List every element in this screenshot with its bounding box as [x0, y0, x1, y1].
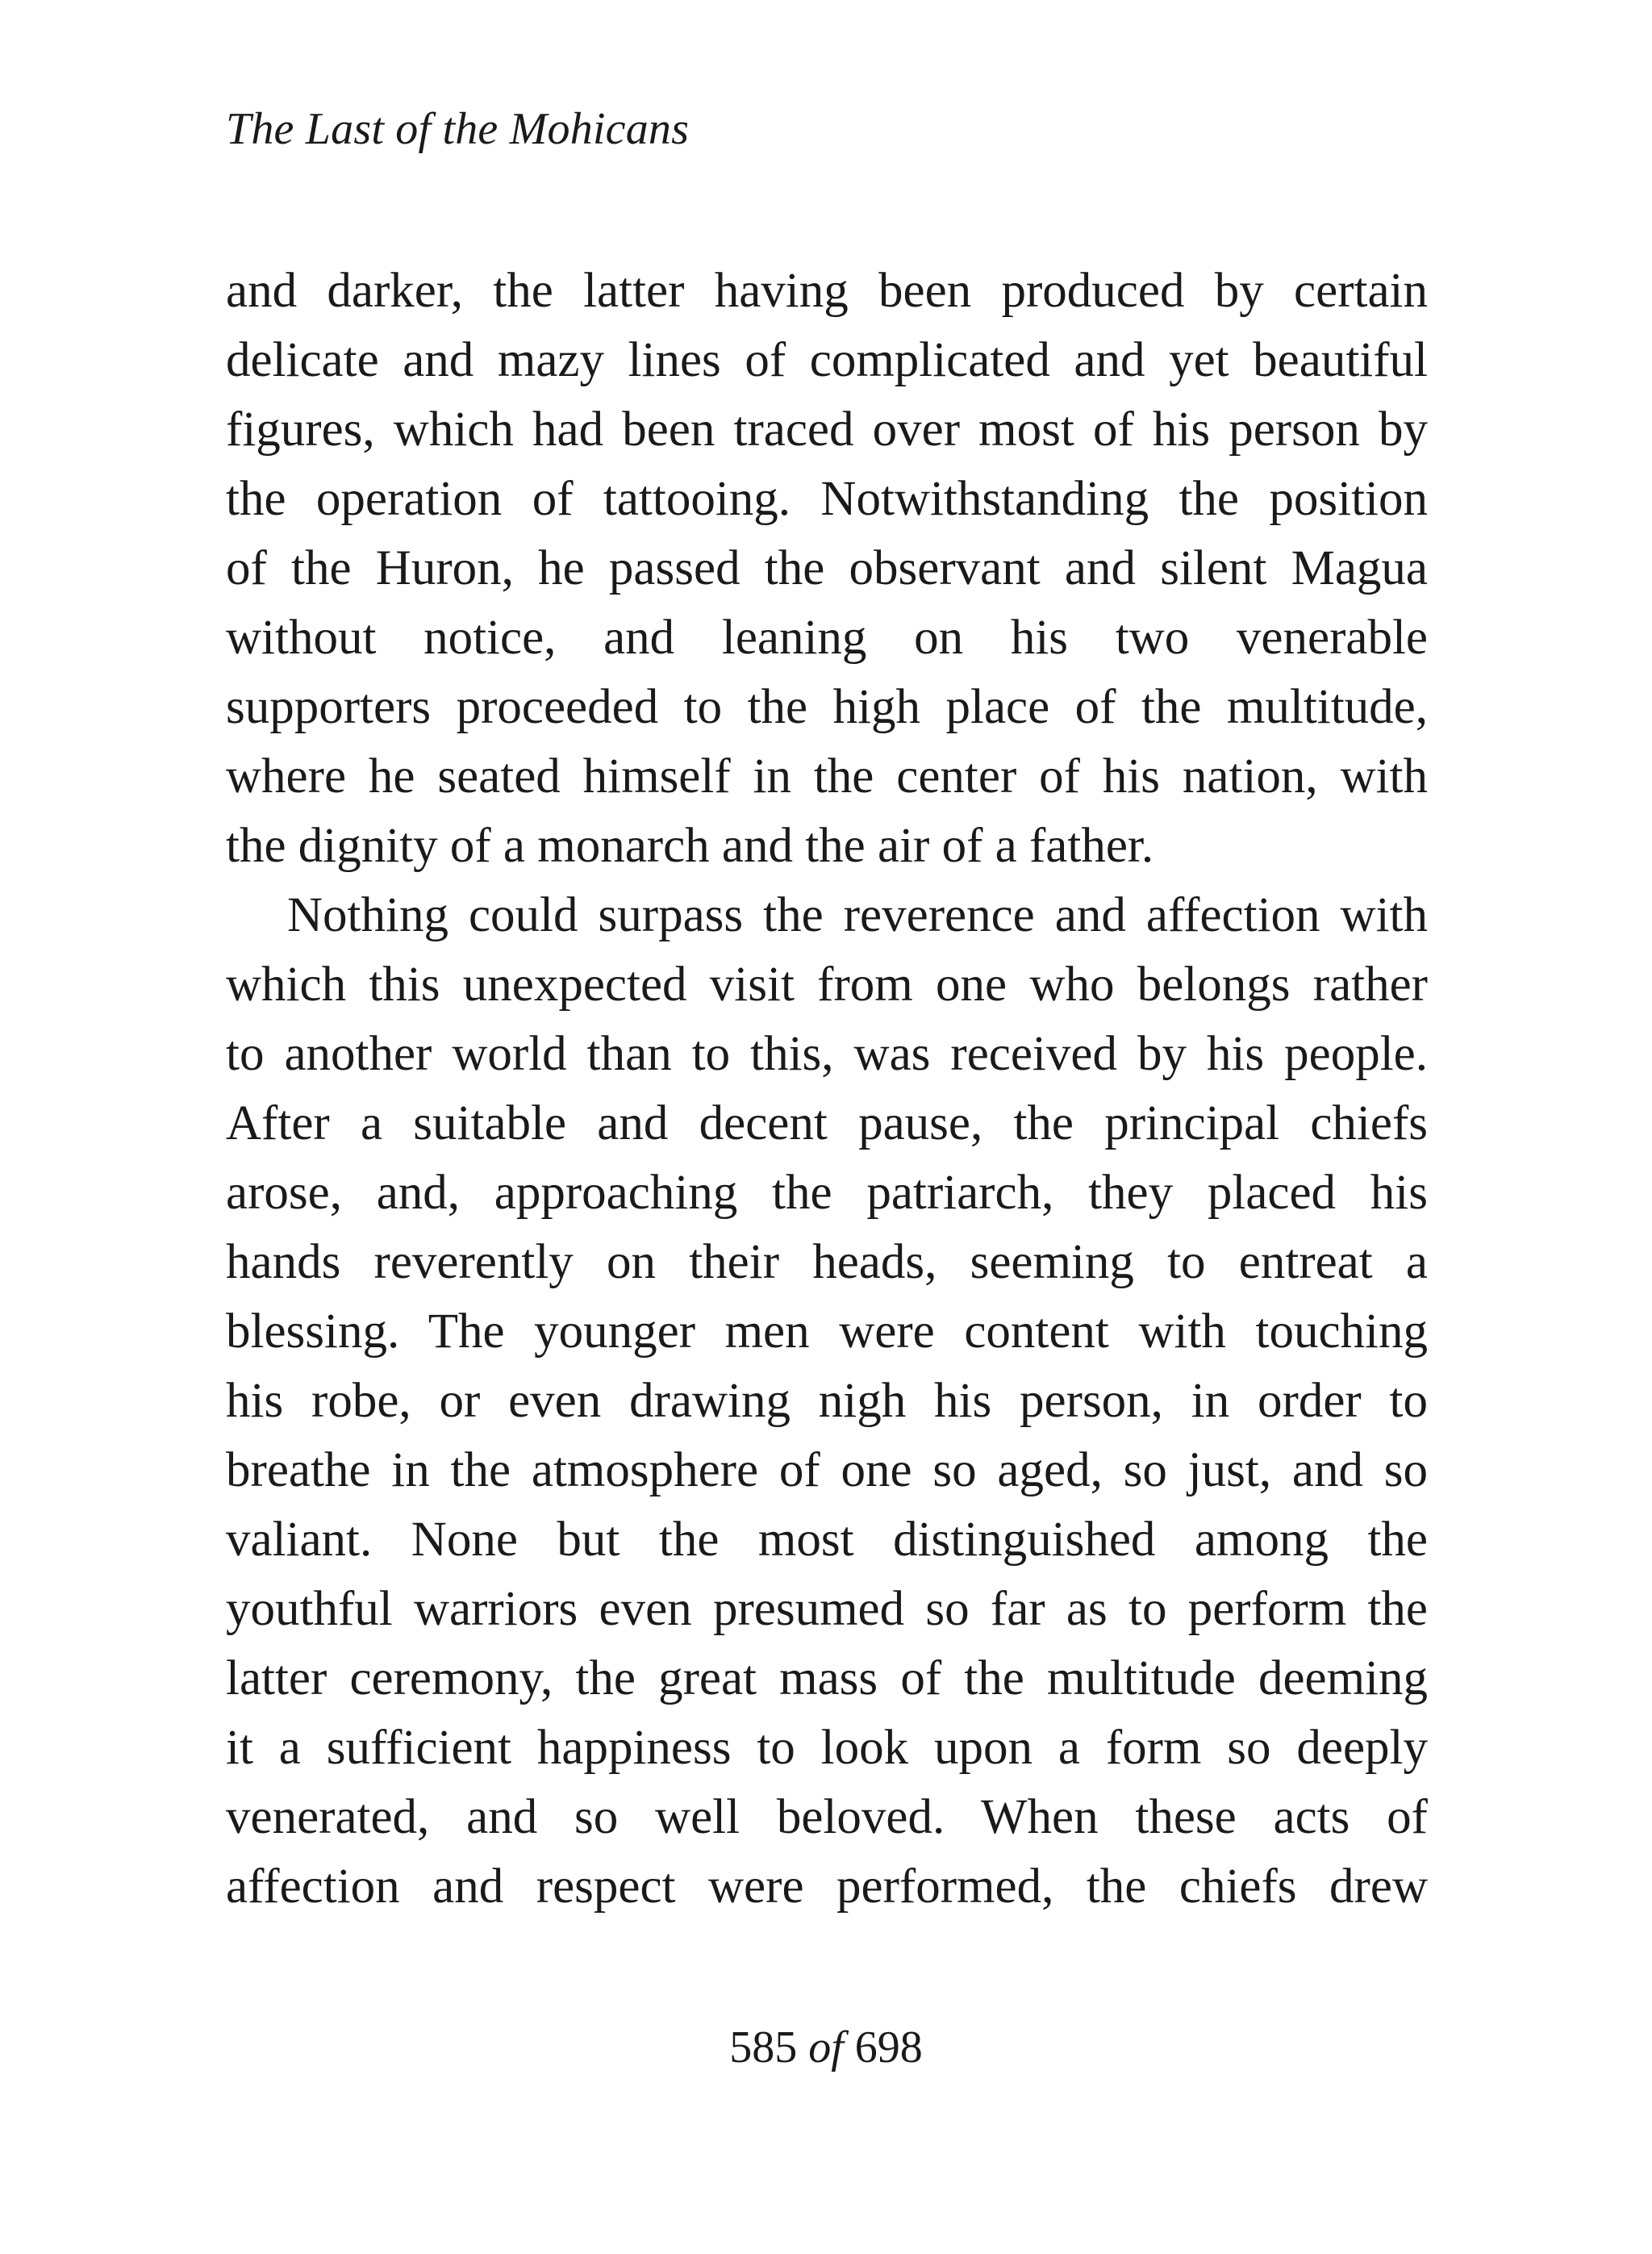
- current-page: 585: [729, 2022, 798, 2072]
- body-text: [226, 257, 1428, 1922]
- page-number: [0, 2022, 1652, 2072]
- text-line: affection and respect were performed, the chiefs drew: [226, 1860, 1428, 1914]
- text-line: figures, which had been traced over most of his person by: [226, 403, 1428, 457]
- text-line: his robe, or even drawing nigh his person, in order to: [226, 1374, 1428, 1428]
- text-line: to another world than to this, was received by his people.: [226, 1027, 1428, 1081]
- running-head: The Last of the Mohicans: [226, 104, 690, 154]
- text-line: latter ceremony, the great mass of the multitude deeming: [226, 1651, 1428, 1705]
- text-line: hands reverently on their heads, seeming to entreat a: [226, 1235, 1428, 1289]
- text-line: without notice, and leaning on his two venerable: [226, 611, 1428, 665]
- paragraph-start-line: Nothing could surpass the reverence and affection with: [287, 888, 1428, 942]
- text-line: where he seated himself in the center of his nation, with: [226, 749, 1428, 804]
- paragraph-end-line: the dignity of a monarch and the air of a father.: [226, 819, 1154, 873]
- text-line: blessing. The younger men were content with touching: [226, 1304, 1428, 1359]
- text-line: breathe in the atmosphere of one so aged, so just, and so: [226, 1443, 1428, 1497]
- total-pages: 698: [854, 2022, 923, 2072]
- text-line: valiant. None but the most distinguished among the: [226, 1513, 1428, 1567]
- text-line: it a sufficient happiness to look upon a form so deeply: [226, 1721, 1428, 1775]
- text-line: After a suitable and decent pause, the principal chiefs: [226, 1096, 1428, 1150]
- text-line: venerated, and so well beloved. When these acts of: [226, 1790, 1428, 1844]
- page-of-label: of: [808, 2022, 844, 2072]
- text-line: delicate and mazy lines of complicated and yet beautiful: [226, 333, 1428, 387]
- text-line: of the Huron, he passed the observant and silent Magua: [226, 541, 1428, 595]
- text-line: which this unexpected visit from one who belongs rather: [226, 958, 1428, 1012]
- text-line: the operation of tattooing. Notwithstanding the position: [226, 472, 1428, 526]
- text-line: and darker, the latter having been produced by certain: [226, 264, 1428, 318]
- text-line: supporters proceeded to the high place of the multitude,: [226, 680, 1428, 734]
- text-line: youthful warriors even presumed so far as to perform the: [226, 1582, 1428, 1636]
- text-line: arose, and, approaching the patriarch, they placed his: [226, 1166, 1428, 1220]
